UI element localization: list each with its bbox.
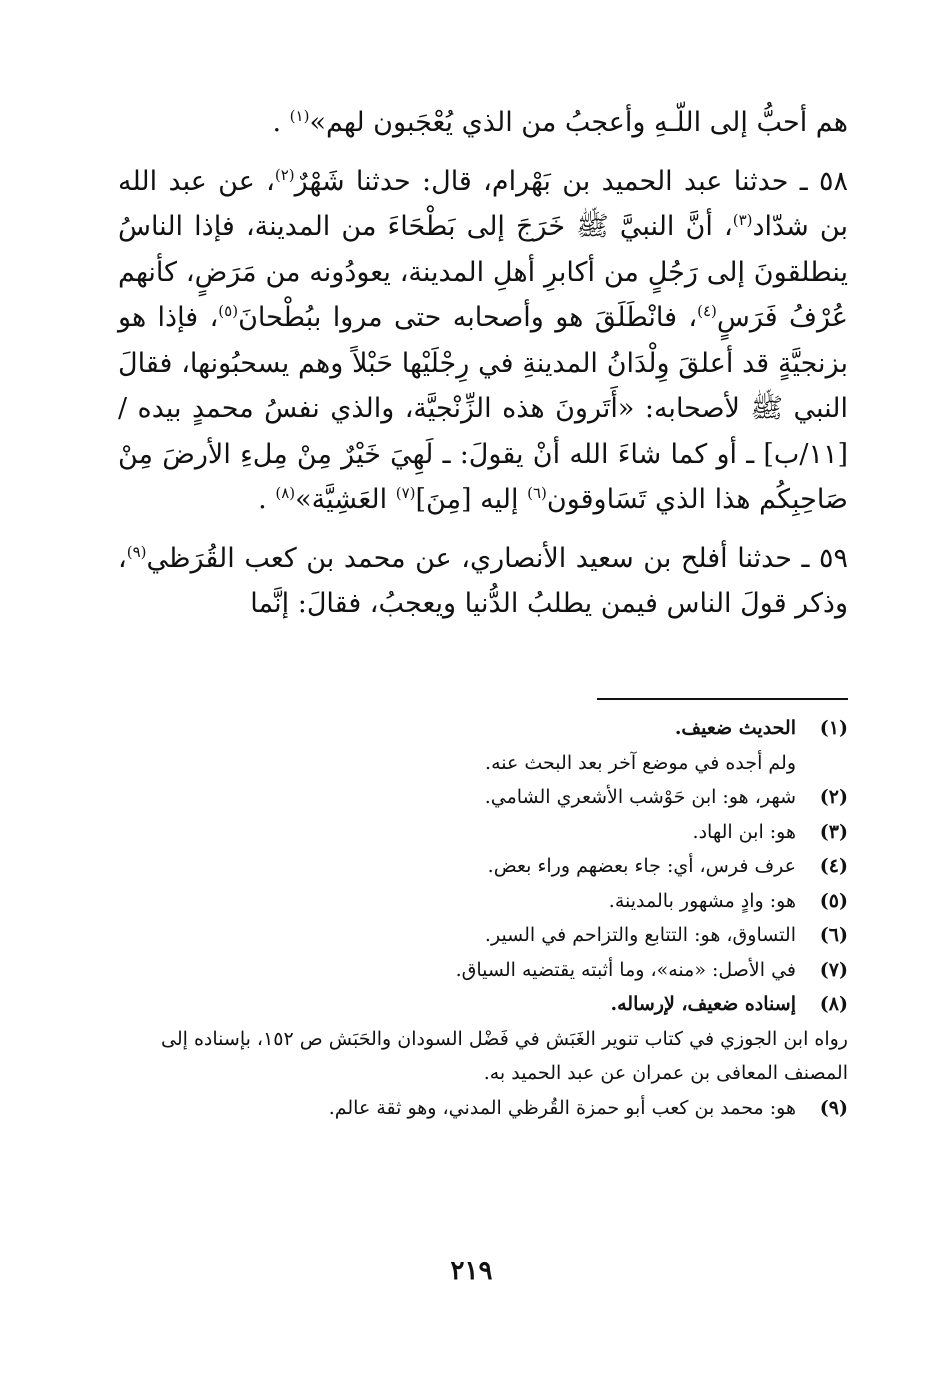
footnote-4 xyxy=(118,849,848,884)
footnote-ref[interactable]: (٥) xyxy=(218,302,239,320)
paragraph-continuation xyxy=(118,100,848,146)
footnote-separator xyxy=(597,698,848,700)
footnote-ref[interactable]: (٤) xyxy=(697,302,717,320)
footnote-text: التساوق، هو: التتابع والتزاحم في السير. xyxy=(484,924,796,946)
text-line: ، أنَّ النبيَّ ﷺ خَرَجَ إلى بَطْحَاءَ من المدينة، فإذا الناسُ ينطلقونَ إلى رَجُلٍ من أكابرِ أهلِ المدينة، يعودُونه من مَرَضٍ، كأنهم عُرْفُ فَرَسٍ xyxy=(118,211,849,333)
footnote-number: (٧) xyxy=(819,958,848,981)
page-number: ٢١٩ xyxy=(450,1256,493,1286)
footnote-ref[interactable]: (١) xyxy=(289,107,310,125)
text-line: ٥٩ ـ حدثنا أفلح بن سعيد الأنصاري، عن محمد بن كعب القُرَظي xyxy=(146,542,848,574)
footnote-ref[interactable]: (٧) xyxy=(395,484,416,502)
footnote-continuation: رواه ابن الجوزي في كتاب تنوير الغَبَش في فَضْل السودان والحَبَش ص ١٥٢، بإسناده إلى المصنف المعافى بن عمران عن عبد الحميد به. xyxy=(161,1027,848,1084)
footnote-number: (٥) xyxy=(819,889,848,912)
main-text xyxy=(118,100,848,627)
footnote-text: هو: وادٍ مشهور بالمدينة. xyxy=(608,889,796,912)
footnote-continuation: ولم أجده في موضع آخر بعد البحث عنه. xyxy=(485,751,796,774)
footnote-ref[interactable]: (٣) xyxy=(732,211,753,229)
footnote-text: هو: ابن الهاد. xyxy=(692,820,796,843)
footnote-text: هو: محمد بن كعب أبو حمزة القُرظي المدني، وهو ثقة عالم. xyxy=(328,1096,796,1119)
footnote-text: في الأصل: «منه»، وما أثبته يقتضيه السياق. xyxy=(455,958,796,981)
footnote-7 xyxy=(118,953,848,988)
footnote-text: الحديث ضعيف. xyxy=(674,717,796,739)
footnote-text: عرف فرس، أي: جاء بعضهم وراء بعض. xyxy=(487,855,796,877)
footnote-2 xyxy=(118,780,848,815)
footnote-1 xyxy=(118,711,848,746)
footnote-6 xyxy=(118,918,848,953)
text-period: . xyxy=(272,107,282,138)
text-line: ، فانْطَلَقَ هو وأصحابه حتى مروا ببُطْحانَ xyxy=(238,302,698,333)
hadith-58 xyxy=(118,159,848,523)
text-line: ، وذكر قولَ الناس فيمن يطلبُ الدُّنيا ويعجبُ، فقالَ: إنَّما xyxy=(118,542,848,619)
footnote-8 xyxy=(118,987,848,1022)
text-period: . xyxy=(258,484,267,515)
text-line: إليه [مِنَ] xyxy=(415,484,528,515)
footnote-5 xyxy=(118,884,848,919)
hadith-59 xyxy=(118,536,848,627)
footnote-number: (٢) xyxy=(819,786,848,808)
footnote-9 xyxy=(118,1091,848,1126)
footnote-ref[interactable]: (٢) xyxy=(274,165,295,184)
footnote-number: (١) xyxy=(819,717,848,739)
footnote-number: (٣) xyxy=(819,820,848,843)
footnote-3 xyxy=(118,815,848,850)
text-line: ، عن عبد الله بن شدّاد xyxy=(118,165,848,242)
footnotes xyxy=(118,711,848,1125)
footnote-ref[interactable]: (٩) xyxy=(126,542,147,561)
text-line: العَشِيَّة» xyxy=(295,484,396,515)
footnote-number: (٤) xyxy=(819,855,848,877)
text-line: ، فإذا هو بزنجيَّةٍ قد أعلقَ وِلْدَانُ المدينةِ في رِجْلَيْها حَبْلاً وهم يسحبُونها، فقالَ النبي ﷺ لأصحابه: «أَتَرونَ هذه الزِّنْجيَّة، والذي نفسُ محمدٍ بيده / [١١/ب] ـ أو كما شاءَ الله أنْ يقولَ: ـ لَهِيَ خَيْرٌ مِنْ مِلءِ الأرضَ مِنْ صَاحِبِكُم هذا الذي تَسَاوقون xyxy=(118,302,848,515)
footnote-ref[interactable]: (٦) xyxy=(527,484,547,502)
text-line: ٥٨ ـ حدثنا عبد الحميد بن بَهْرام، قال: حدثنا شَهْرٌ xyxy=(294,165,849,197)
footnote-text: إسناده ضعيف، لإرساله. xyxy=(610,993,796,1015)
footnote-number: (٨) xyxy=(819,993,848,1015)
footnote-ref[interactable]: (٨) xyxy=(275,484,296,502)
footnote-text: شهر، هو: ابن حَوْشب الأشعري الشامي. xyxy=(484,786,796,808)
text-line: هم أحبُّ إلى اللّـهِ وأعجبُ من الذي يُعْجَبون لهم» xyxy=(309,107,848,138)
footnote-number: (٦) xyxy=(819,924,848,946)
footnote-number: (٩) xyxy=(819,1096,848,1119)
